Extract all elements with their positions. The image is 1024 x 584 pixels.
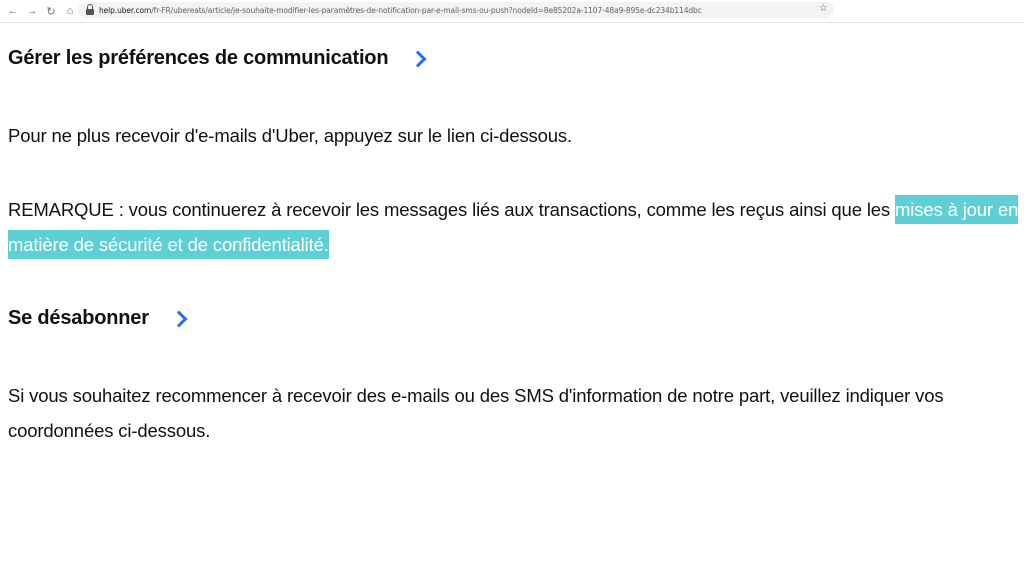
- chevron-right-icon[interactable]: [170, 310, 187, 327]
- browser-toolbar: [0, 0, 1024, 23]
- remark-paragraph: [8, 192, 1020, 262]
- unsubscribe-heading[interactable]: [8, 307, 185, 330]
- address-bar[interactable]: [78, 2, 834, 18]
- home-icon[interactable]: ⌂: [66, 5, 74, 17]
- remark-text: REMARQUE : vous continuerez à recevoir les messages liés aux transactions, comme les reçus ainsi que les: [8, 199, 896, 220]
- communication-preferences-label: Gérer les préférences de communication: [8, 47, 389, 69]
- communication-preferences-heading[interactable]: [8, 47, 424, 70]
- resubscribe-paragraph: Si vous souhaitez recommencer à recevoir des e-mails ou des SMS d'information de notre part, veuillez indiquer vos coordonnées ci-dessous.: [8, 385, 944, 441]
- url-text[interactable]: [99, 6, 702, 15]
- url-host: help.uber.com: [99, 5, 152, 15]
- lock-icon[interactable]: [85, 4, 95, 16]
- url-path: /fr-FR/ubereats/article/je-souhaite-modifier-les-paramètres-de-notification-par-e-mail-sms-ou-push?nodeId=8e85202a-1107-48a9-895e-dc234b114dbc: [151, 5, 702, 15]
- star-icon[interactable]: ☆: [819, 3, 828, 14]
- forward-arrow-icon[interactable]: →: [26, 5, 38, 17]
- reload-icon[interactable]: ↻: [46, 5, 56, 18]
- back-arrow-icon[interactable]: ←: [7, 5, 19, 17]
- intro-paragraph: Pour ne plus recevoir d'e-mails d'Uber, appuyez sur le lien ci-dessous.: [8, 125, 573, 146]
- unsubscribe-label: Se désabonner: [8, 307, 149, 329]
- highlighted-text: mises à jour en matière de sécurité et de confidentialité.: [8, 195, 1018, 259]
- chevron-right-icon[interactable]: [410, 50, 427, 67]
